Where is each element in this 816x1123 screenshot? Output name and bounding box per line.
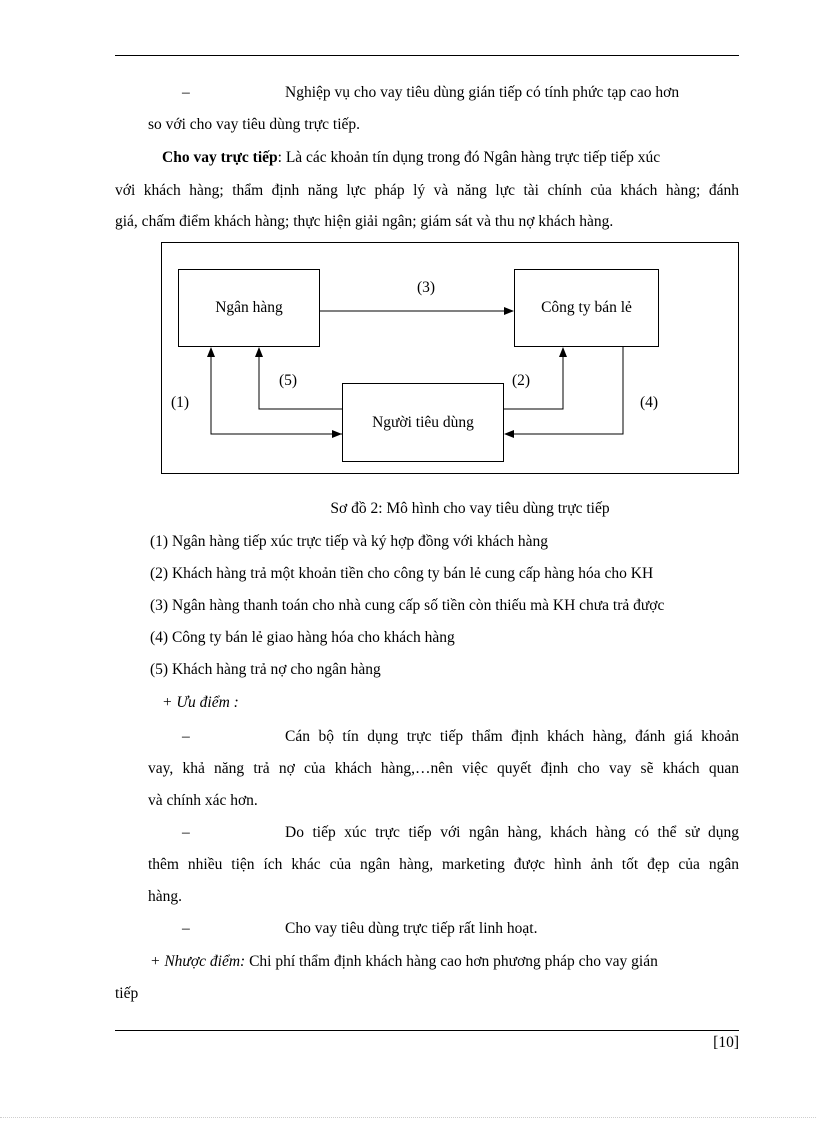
diagram-caption: Sơ đồ 2: Mô hình cho vay tiêu dùng trực tiếp <box>330 500 610 517</box>
adv-item3-line1: Cho vay tiêu dùng trực tiếp rất linh hoạt. <box>285 920 538 937</box>
adv-item1-line2: vay, khả năng trả nợ của khách hàng,…nên việc quyết định cho vay sẽ khách quan <box>148 760 739 777</box>
arrow-1 <box>211 348 342 434</box>
box-bank: Ngân hàng <box>178 269 320 347</box>
bullet-dash: – <box>182 728 190 745</box>
label-2: (2) <box>512 372 531 389</box>
legend-item-5: (5) Khách hàng trả nợ cho ngân hàng <box>150 661 381 678</box>
label-1: (1) <box>171 394 190 411</box>
legend-item-3: (3) Ngân hàng thanh toán cho nhà cung cấp số tiền còn thiếu mà KH chưa trả được <box>150 597 665 614</box>
adv-item1-line1: Cán bộ tín dụng trực tiếp thẩm định khách hàng, đánh giá khoản <box>285 728 739 745</box>
bullet-dash: – <box>182 920 190 937</box>
disadvantages-heading: + Nhược điểm: <box>150 953 246 970</box>
bullet-dash: – <box>182 84 190 101</box>
label-4: (4) <box>640 394 659 411</box>
bullet-dash: – <box>182 824 190 841</box>
advantages-heading: + Ưu điểm : <box>162 694 239 711</box>
label-3: (3) <box>417 279 436 296</box>
adv-item2-line3: hàng. <box>148 888 183 905</box>
label-5: (5) <box>279 372 298 389</box>
disadvantages-line1 <box>150 953 739 972</box>
para2-line1 <box>162 149 739 168</box>
disadvantages-line2: tiếp <box>115 985 139 1002</box>
box-consumer: Người tiêu dùng <box>342 383 504 462</box>
legend-item-4: (4) Công ty bán lẻ giao hàng hóa cho khách hàng <box>150 629 455 646</box>
para1-line1: Nghiệp vụ cho vay tiêu dùng gián tiếp có tính phức tạp cao hơn <box>285 84 680 101</box>
arrow-5 <box>259 348 342 409</box>
term-direct-lending: Cho vay trực tiếp <box>162 149 278 166</box>
page-bottom-border <box>0 1117 816 1118</box>
adv-item2-line2: thêm nhiều tiện ích khác của ngân hàng, marketing được hình ảnh tốt đẹp của ngân <box>148 856 739 873</box>
lending-diagram <box>161 242 739 474</box>
para2-line1-rest: : Là các khoản tín dụng trong đó Ngân hàng trực tiếp tiếp xúc <box>277 149 661 166</box>
adv-item1-line3: và chính xác hơn. <box>148 792 258 809</box>
disadvantages-line1-rest: Chi phí thẩm định khách hàng cao hơn phương pháp cho vay gián <box>245 953 658 970</box>
page-number: [10] <box>713 1034 739 1051</box>
header-rule <box>115 55 739 56</box>
para2-line3: giá, chấm điểm khách hàng; thực hiện giải ngân; giám sát và thu nợ khách hàng. <box>115 213 614 230</box>
box-retailer: Công ty bán lẻ <box>514 269 659 347</box>
legend-item-2: (2) Khách hàng trả một khoản tiền cho công ty bán lẻ cung cấp hàng hóa cho KH <box>150 565 654 582</box>
para1-line2: so với cho vay tiêu dùng trực tiếp. <box>148 116 361 133</box>
para2-line2: với khách hàng; thẩm định năng lực pháp lý và năng lực tài chính của khách hàng; đánh <box>115 182 739 199</box>
adv-item2-line1: Do tiếp xúc trực tiếp với ngân hàng, khách hàng có thể sử dụng <box>285 824 739 841</box>
arrow-4 <box>505 347 623 434</box>
legend-item-1: (1) Ngân hàng tiếp xúc trực tiếp và ký hợp đồng với khách hàng <box>150 533 548 550</box>
footer-rule <box>115 1030 739 1031</box>
